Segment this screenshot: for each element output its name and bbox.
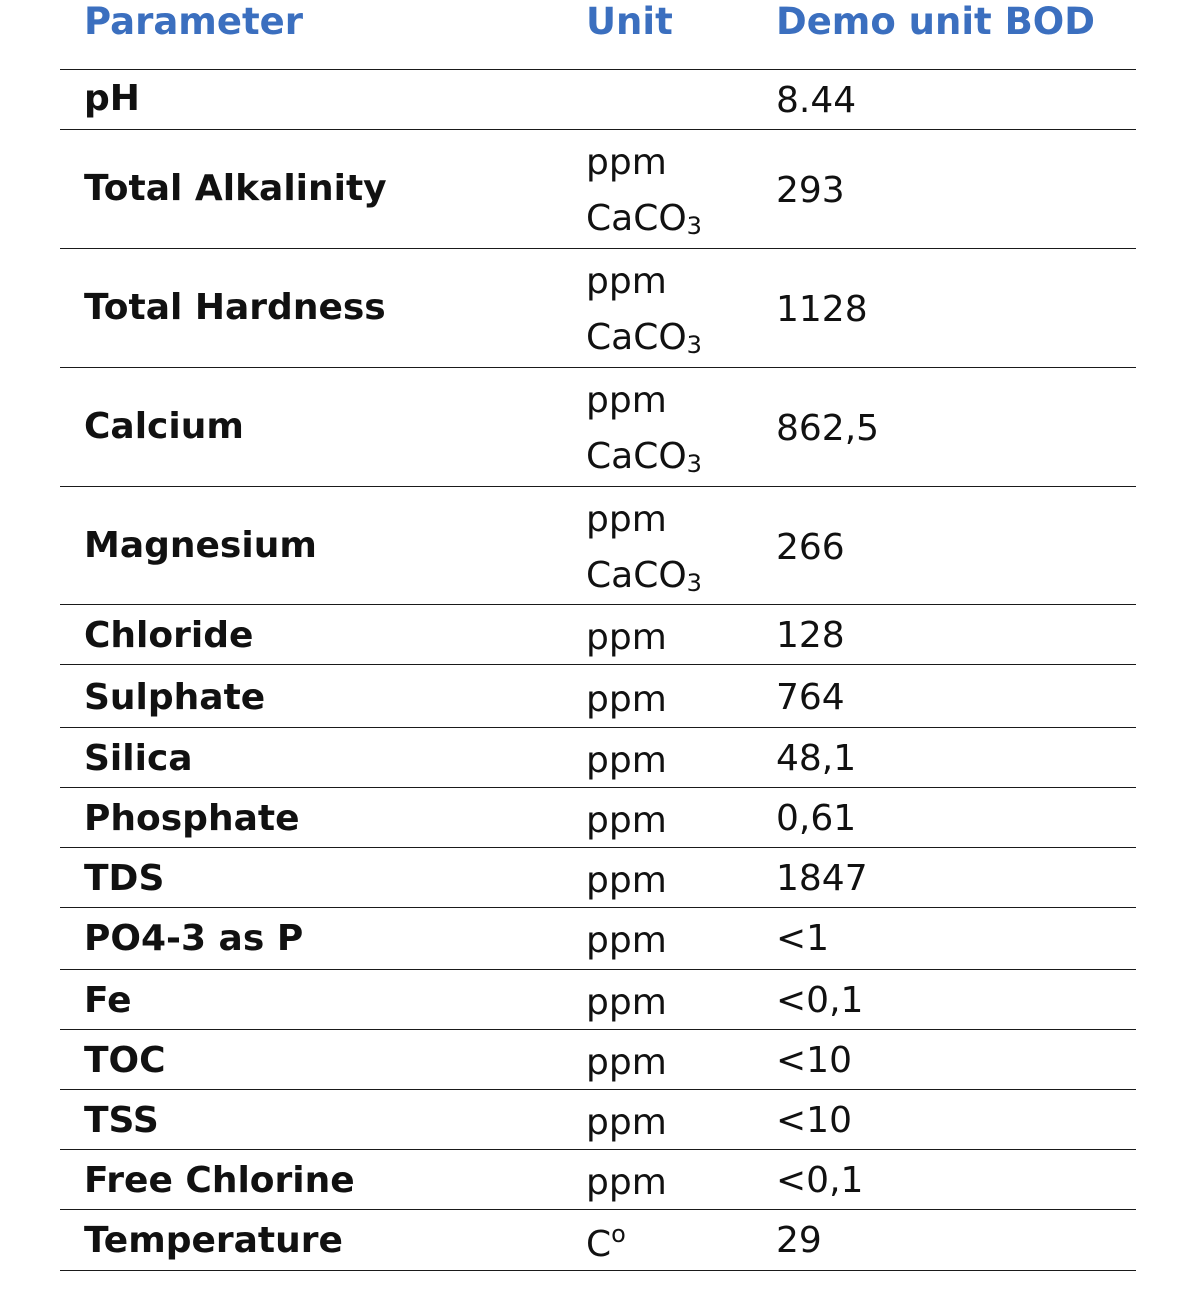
unit-cell-line2: CaCO$_3$ <box>586 436 702 478</box>
table-row <box>0 1030 1200 1090</box>
value-cell: 128 <box>776 615 845 656</box>
unit-cell: ppm <box>586 1042 667 1083</box>
unit-cell-line2: CaCO$_3$ <box>586 555 702 597</box>
unit-cell: ppm <box>586 800 667 841</box>
table-row <box>0 788 1200 848</box>
value-cell: 1128 <box>776 289 868 330</box>
parameter-cell: Calcium <box>84 406 244 447</box>
unit-cell: ppm <box>586 617 667 658</box>
value-cell: 48,1 <box>776 738 857 779</box>
bottom-rule <box>60 1270 1136 1271</box>
value-cell: <0,1 <box>776 980 864 1021</box>
table-row <box>0 605 1200 665</box>
table-row <box>0 70 1200 130</box>
parameter-cell: Silica <box>84 738 193 779</box>
table-row <box>0 249 1200 367</box>
table-row <box>0 970 1200 1030</box>
value-cell: <10 <box>776 1040 852 1081</box>
value-cell: <1 <box>776 918 830 959</box>
table-row <box>0 368 1200 486</box>
unit-cell: ppm <box>586 740 667 781</box>
header-value: Demo unit BOD <box>776 0 1095 43</box>
parameter-cell: TOC <box>84 1040 166 1081</box>
value-cell: 764 <box>776 677 845 718</box>
header-unit: Unit <box>586 0 673 43</box>
parameter-cell: Sulphate <box>84 677 266 718</box>
parameter-cell: TSS <box>84 1100 159 1141</box>
table-row <box>0 130 1200 248</box>
parameter-cell: Magnesium <box>84 525 317 566</box>
value-cell: 293 <box>776 170 845 211</box>
unit-cell: ppm <box>586 982 667 1023</box>
value-cell: 8.44 <box>776 80 857 121</box>
unit-cell: ppm <box>586 142 667 183</box>
unit-cell: ppm <box>586 860 667 901</box>
parameter-cell: TDS <box>84 858 165 899</box>
parameter-cell: pH <box>84 78 140 119</box>
table-row <box>0 1210 1200 1270</box>
table-row <box>0 487 1200 605</box>
unit-cell-line2: CaCO$_3$ <box>586 198 702 240</box>
table-row <box>0 728 1200 788</box>
value-cell: 266 <box>776 527 845 568</box>
value-cell: 862,5 <box>776 408 880 449</box>
value-cell: 1847 <box>776 858 868 899</box>
unit-cell: ppm <box>586 920 667 961</box>
parameter-cell: Fe <box>84 980 132 1021</box>
table-row <box>0 665 1200 728</box>
table-row <box>0 848 1200 908</box>
unit-cell: ppm <box>586 1162 667 1203</box>
unit-cell: ppm <box>586 380 667 421</box>
table-row <box>0 1090 1200 1150</box>
value-cell: <10 <box>776 1100 852 1141</box>
unit-cell: $C^o$ <box>586 1220 626 1265</box>
unit-cell-line2: CaCO$_3$ <box>586 317 702 359</box>
value-cell: 29 <box>776 1220 822 1261</box>
unit-cell: ppm <box>586 679 667 720</box>
value-cell: <0,1 <box>776 1160 864 1201</box>
table-row <box>0 908 1200 970</box>
parameter-cell: Chloride <box>84 615 254 656</box>
parameter-cell: Temperature <box>84 1220 343 1261</box>
parameter-cell: Phosphate <box>84 798 300 839</box>
parameter-cell: Total Alkalinity <box>84 168 387 209</box>
unit-cell: ppm <box>586 261 667 302</box>
parameter-cell: Total Hardness <box>84 287 386 328</box>
header-parameter: Parameter <box>84 0 303 43</box>
table-row <box>0 1150 1200 1210</box>
parameter-cell: Free Chlorine <box>84 1160 355 1201</box>
parameter-cell: PO4-3 as P <box>84 918 304 959</box>
table-header <box>0 0 1200 70</box>
value-cell: 0,61 <box>776 798 857 839</box>
unit-cell: ppm <box>586 499 667 540</box>
unit-cell: ppm <box>586 1102 667 1143</box>
